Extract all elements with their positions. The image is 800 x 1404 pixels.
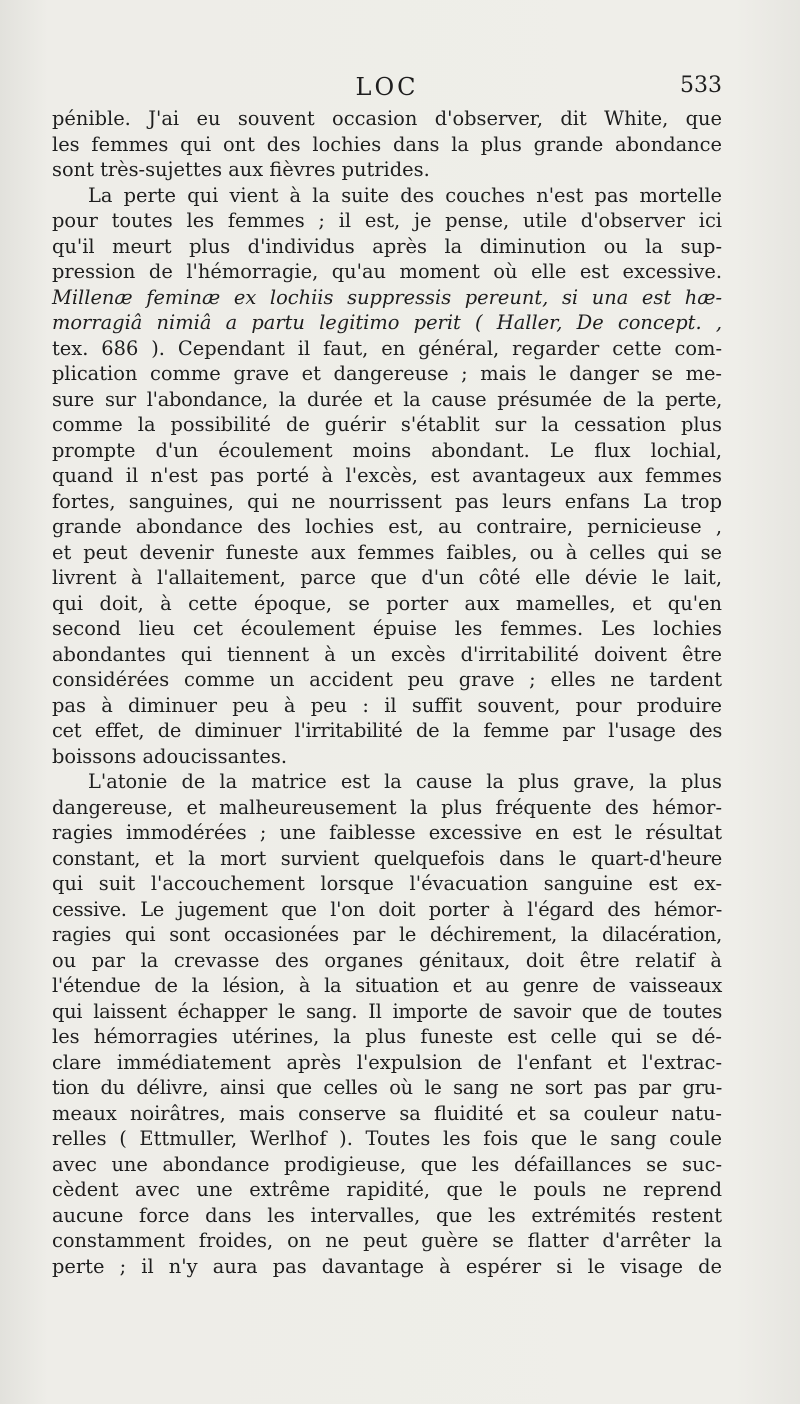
text-line: et peut devenir funeste aux femmes faibles, ou à celles qui se [52,540,722,564]
text-line: second lieu cet écoulement épuise les femmes. Les lochies [52,617,722,640]
text-line: aucune force dans les intervalles, que les extrémités restent [52,1203,722,1227]
text-line: ou par la crevasse des organes génitaux, doit être relatif à [52,948,722,972]
text-line: abondantes qui tiennent à un excès d'irritabilité doivent être [52,642,722,666]
text-line: avec une abondance prodigieuse, que les défaillances se suc- [52,1152,722,1176]
text-line: fortes, sanguines, qui ne nourrissent pas leurs enfans La trop [52,489,722,513]
text-line: La perte qui vient à la suite des couches n'est pas mortelle [88,183,722,207]
text-line: sont très-sujettes aux fièvres putrides. [52,158,430,181]
text-line: qui laissent échapper le sang. Il importe de savoir que de toutes [52,999,722,1023]
text-line: plication comme grave et dangereuse ; mais le danger se me- [52,362,722,385]
text-line: pression de l'hémorragie, qu'au moment où elle est excessive. [52,260,722,283]
text-line: pas à diminuer peu à peu : il suffit souvent, pour produire [52,693,722,717]
text-line: les femmes qui ont des lochies dans la plus grande abondance [52,132,722,156]
text-line: ragies qui sont occasionées par le déchirement, la dilacération, [52,923,722,946]
text-line: meaux noirâtres, mais conserve sa fluidité et sa couleur natu- [52,1101,722,1125]
text-line: L'atonie de la matrice est la cause la plus grave, la plus [88,770,722,793]
text-line: sure sur l'abondance, la durée et la cause présumée de la perte, [52,387,722,411]
text-line: prompte d'un écoulement moins abondant. Le flux lochial, [52,438,722,462]
text-line: clare immédiatement après l'expulsion de l'enfant et l'extrac- [52,1050,722,1074]
text-line: les hémorragies utérines, la plus funeste est celle qui se dé- [52,1025,722,1048]
text-line: dangereuse, et malheureusement la plus fréquente des hémor- [52,795,722,819]
text-line: comme la possibilité de guérir s'établit sur la cessation plus [52,413,722,436]
text-line: cèdent avec une extrême rapidité, que le pouls ne reprend [52,1178,722,1201]
running-head [52,73,722,105]
text-line: cet effet, de diminuer l'irritabilité de la femme par l'usage des [52,719,722,742]
text-line: relles ( Ettmuller, Werlhof ). Toutes les fois que le sang coule [52,1127,722,1150]
text-line: pénible. J'ai eu souvent occasion d'observer, dit White, que [52,107,722,130]
text-line: l'étendue de la lésion, à la situation et au genre de vaisseaux [52,974,722,997]
text-line: qu'il meurt plus d'individus après la diminution ou la sup- [52,234,722,258]
text-line: morragiâ nimiâ a partu legitimo perit ( Haller, De concept. , [52,311,722,334]
page-number: 533 [680,73,722,98]
text-line: cessive. Le jugement que l'on doit porter à l'égard des hémor- [52,897,722,921]
text-line: considérées comme un accident peu grave ; elles ne tardent [52,668,722,691]
text-line: quand il n'est pas porté à l'excès, est avantageux aux femmes [52,464,722,487]
text-line: tex. 686 ). Cependant il faut, en général, regarder cette com- [52,336,722,360]
text-line: Millenæ feminæ ex lochiis suppressis pereunt, si una est hæ- [52,285,722,309]
text-line: tion du délivre, ainsi que celles où le sang ne sort pas par gru- [52,1076,722,1099]
running-head-title: LOC [355,73,419,101]
text-line: livrent à l'allaitement, parce que d'un côté elle dévie le lait, [52,566,722,589]
text-line: ragies immodérées ; une faiblesse excessive en est le résultat [52,821,722,844]
text-line: grande abondance des lochies est, au contraire, pernicieuse , [52,515,722,538]
body-text [52,106,722,1279]
text-line: pour toutes les femmes ; il est, je pense, utile d'observer ici [52,209,722,232]
text-line: constamment froides, on ne peut guère se flatter d'arrêter la [52,1229,722,1252]
text-line: perte ; il n'y aura pas davantage à espérer si le visage de [52,1254,722,1278]
text-line: constant, et la mort survient quelquefois dans le quart-d'heure [52,846,722,870]
text-line: boissons adoucissantes. [52,744,287,768]
text-line: qui suit l'accouchement lorsque l'évacuation sanguine est ex- [52,872,722,895]
text-line: qui doit, à cette époque, se porter aux mamelles, et qu'en [52,591,722,615]
